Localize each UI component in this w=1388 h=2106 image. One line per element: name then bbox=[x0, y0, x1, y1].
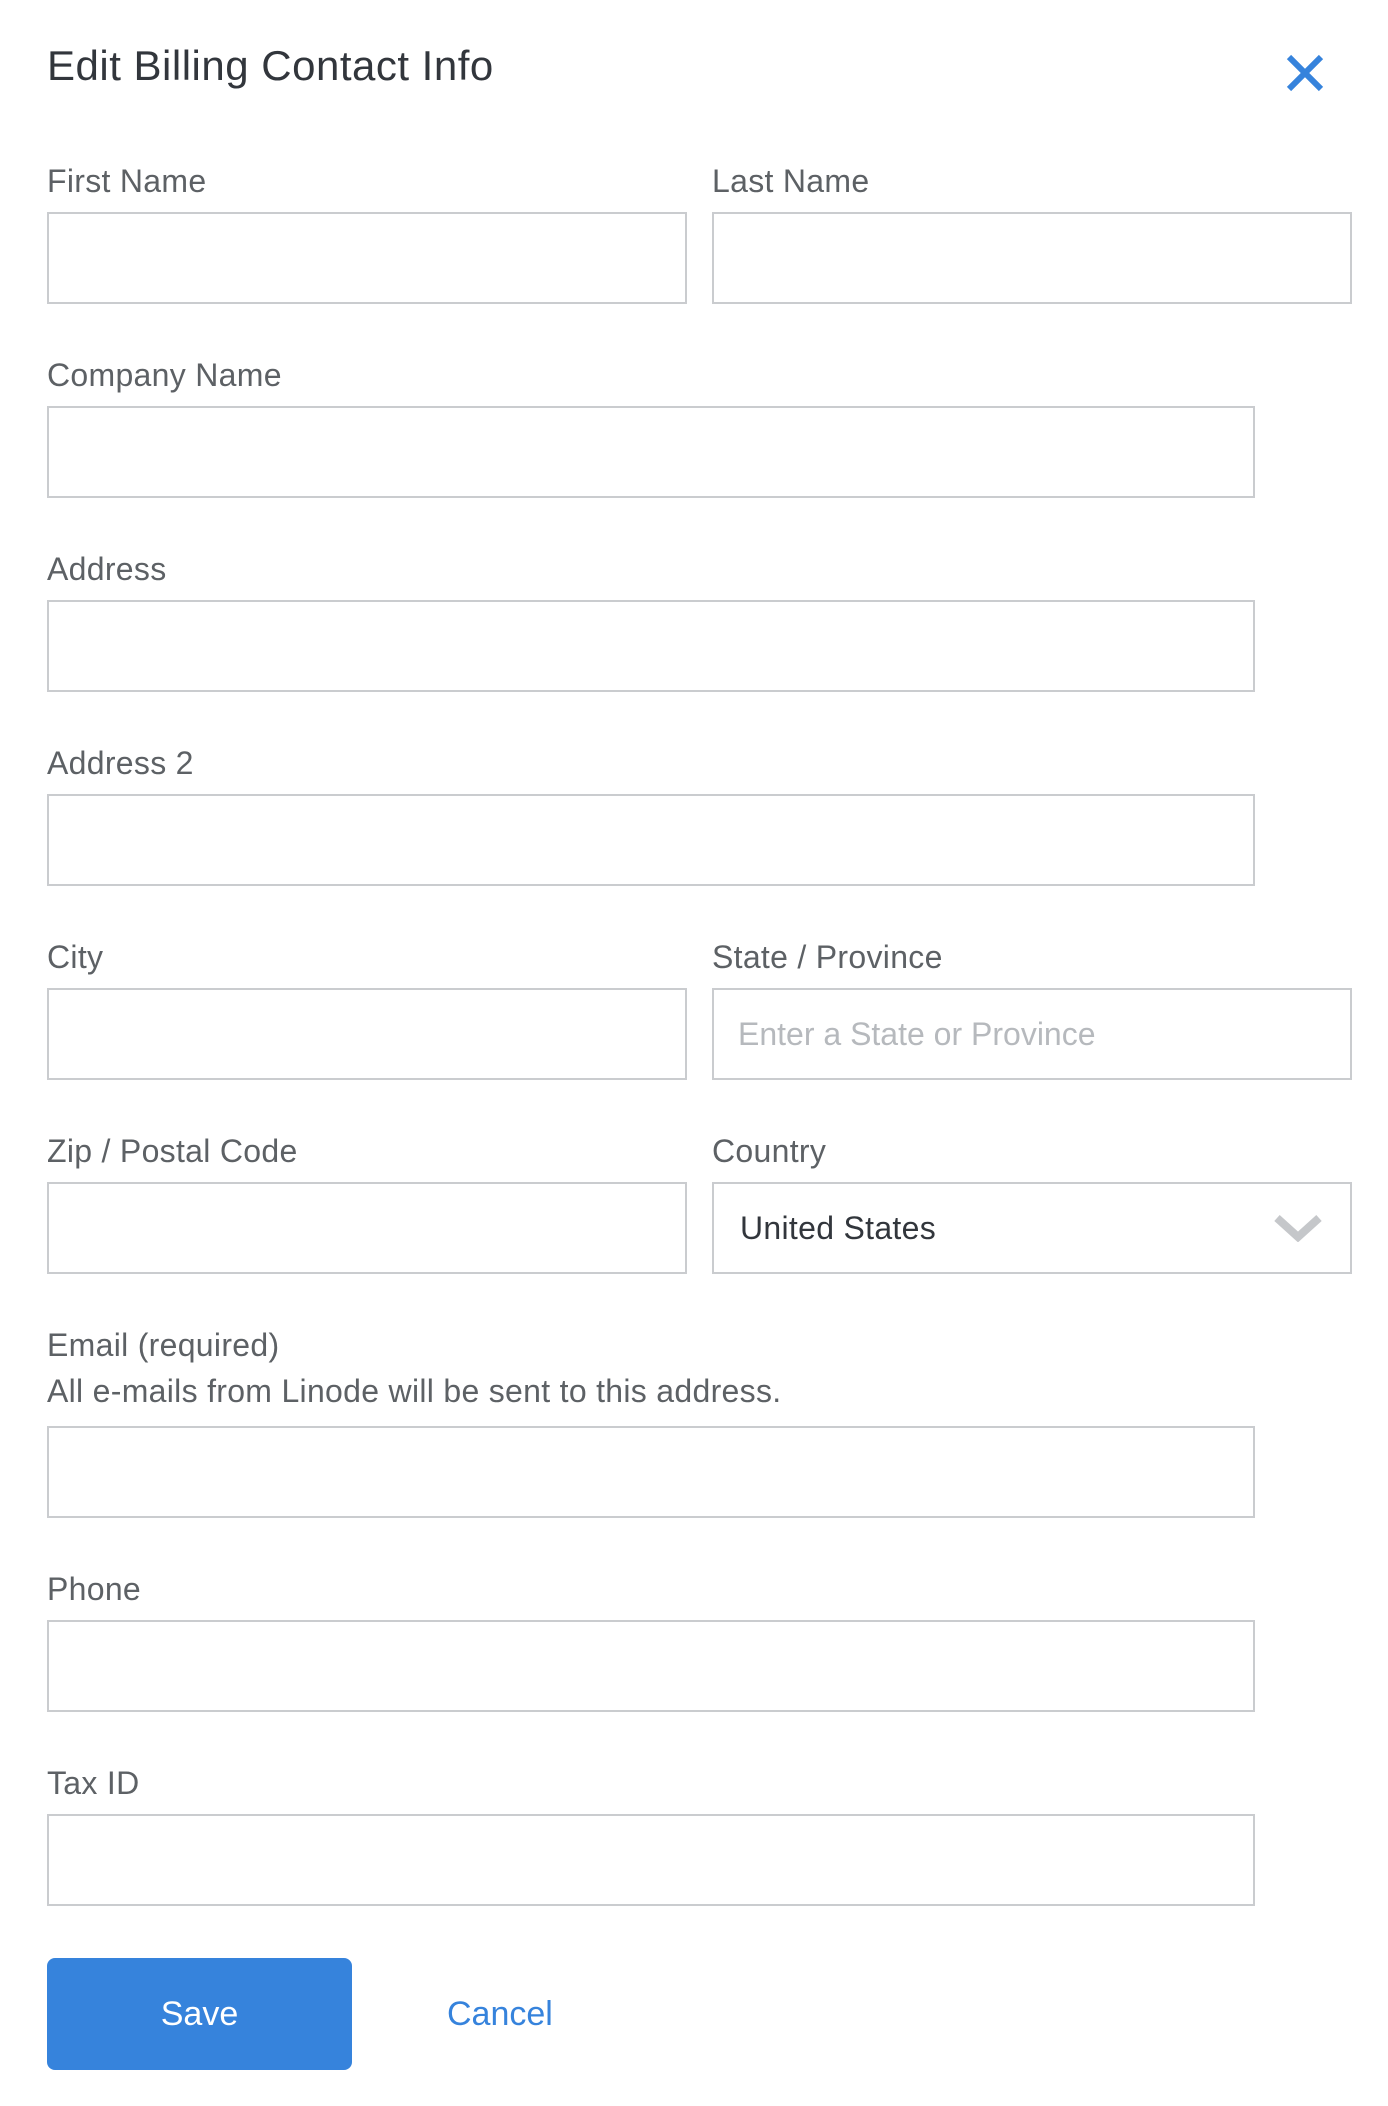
save-button[interactable]: Save bbox=[47, 1958, 352, 2070]
address2-label: Address 2 bbox=[47, 745, 194, 781]
chevron-down-icon bbox=[1272, 1214, 1324, 1242]
address2-field bbox=[47, 744, 1352, 886]
email-input[interactable] bbox=[47, 1426, 1255, 1518]
country-label: Country bbox=[712, 1133, 827, 1169]
email-label: Email (required) bbox=[47, 1327, 280, 1363]
company-name-input[interactable] bbox=[47, 406, 1255, 498]
cancel-button[interactable]: Cancel bbox=[447, 1994, 553, 2033]
email-helper-text: All e-mails from Linode will be sent to this address. bbox=[47, 1373, 782, 1409]
close-button[interactable] bbox=[1278, 46, 1332, 100]
zip-country-row bbox=[47, 1132, 1352, 1274]
city-input[interactable] bbox=[47, 988, 687, 1080]
country-field bbox=[712, 1132, 1352, 1274]
first-name-field bbox=[47, 162, 687, 304]
name-row bbox=[47, 162, 1352, 304]
zip-field bbox=[47, 1132, 687, 1274]
state-input[interactable] bbox=[712, 988, 1352, 1080]
dialog-actions bbox=[47, 1958, 1352, 2070]
zip-label: Zip / Postal Code bbox=[47, 1133, 298, 1169]
state-label: State / Province bbox=[712, 939, 943, 975]
tax-id-field bbox=[47, 1764, 1352, 1906]
tax-id-input[interactable] bbox=[47, 1814, 1255, 1906]
phone-field bbox=[47, 1570, 1352, 1712]
tax-id-label: Tax ID bbox=[47, 1765, 140, 1801]
address-field bbox=[47, 550, 1352, 692]
address-input[interactable] bbox=[47, 600, 1255, 692]
city-field bbox=[47, 938, 687, 1080]
phone-label: Phone bbox=[47, 1571, 142, 1607]
company-field bbox=[47, 356, 1352, 498]
state-field bbox=[712, 938, 1352, 1080]
address-label: Address bbox=[47, 551, 167, 587]
close-icon bbox=[1282, 50, 1328, 96]
first-name-input[interactable] bbox=[47, 212, 687, 304]
country-selected-value: United States bbox=[740, 1209, 937, 1246]
address2-input[interactable] bbox=[47, 794, 1255, 886]
zip-input[interactable] bbox=[47, 1182, 687, 1274]
city-state-row bbox=[47, 938, 1352, 1080]
last-name-input[interactable] bbox=[712, 212, 1352, 304]
email-field-group bbox=[47, 1326, 1352, 1518]
last-name-label: Last Name bbox=[712, 163, 870, 199]
country-select[interactable] bbox=[712, 1182, 1352, 1274]
company-name-label: Company Name bbox=[47, 357, 282, 393]
last-name-field bbox=[712, 162, 1352, 304]
city-label: City bbox=[47, 939, 104, 975]
phone-input[interactable] bbox=[47, 1620, 1255, 1712]
first-name-label: First Name bbox=[47, 163, 207, 199]
dialog-title: Edit Billing Contact Info bbox=[47, 42, 494, 89]
dialog-header bbox=[47, 42, 1352, 100]
